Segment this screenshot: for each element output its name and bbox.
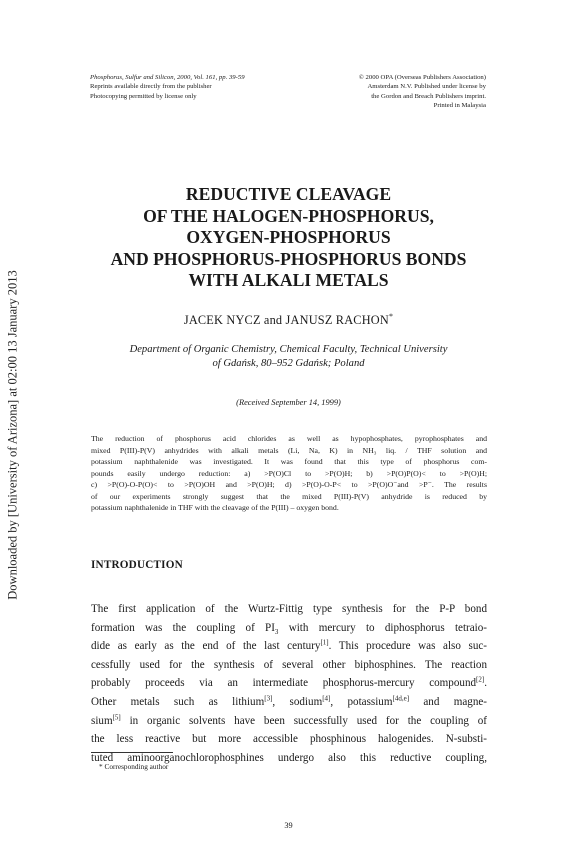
paper-title [60,184,517,292]
body-text-run: in organic solvents have been successfully used for the coupling of [120,714,487,727]
copyright-line: © 2000 OPA (Overseas Publishers Association) [358,74,486,81]
title-line: AND PHOSPHORUS-PHOSPHORUS BONDS [110,248,467,269]
citation-ref: [4] [322,694,331,703]
body-text-run: and magne- [409,695,488,708]
title-line: OF THE HALOGEN-PHOSPHORUS, [143,205,434,226]
footnote: * Corresponding author [99,762,169,771]
citation-ref: [2] [476,675,485,684]
affiliation-line: of Gdańsk, 80–952 Gdańsk; Poland [212,358,365,369]
body-text-run: with mercury to diphosphorus tetraio- [278,621,487,634]
citation-ref: [1] [320,638,329,647]
body-text-run: . [484,677,487,690]
title-line: OXYGEN-PHOSPHORUS [186,227,391,247]
received-date: (Received September 14, 1999) [236,398,341,407]
citation-line: Phosphorus, Sulfur and Silicon, 2000, Vol. 161, pp. 39-59 [90,74,245,81]
abstract-line: potassium naphthalenide in THF with the cleavage of the P(III) – oxygen bond. [91,503,339,512]
section-heading-introduction: INTRODUCTION [91,559,183,571]
body-line [91,600,487,619]
download-watermark-text: Downloaded by [University of Arizona] at 02:00 13 January 2013 [5,270,20,600]
citation-ref: [3] [264,694,273,703]
abstract-line: pounds easily undergo reduction: a) >P(O)Cl to >P(O)H; b) >P(O)P(O)< to >P(O)H; [91,468,487,478]
citation-ref: [5] [112,712,121,721]
abstract-line: potassium naphthalenide was investigated. It was found that this type of phosphorus com- [91,457,487,466]
license-line: Amsterdam N.V. Published under license by [367,83,486,91]
body-line [91,656,487,675]
body-text-run: , sodium [272,695,323,708]
body-text-run: The first application of the Wurtz-Fittig type synthesis for the P-P bond [91,603,487,615]
body-line [91,712,487,731]
citation-ref: [4d,e] [392,694,410,703]
body-text-run: sium [91,714,113,727]
body-text-run: probably proceeds via an intermediate phosphorus-mercury compound [91,677,477,690]
body-text-run: dide as early as the end of the last century [91,640,321,653]
corresponding-author-mark: * [388,312,394,321]
printed-line: Printed in Malaysia [433,102,486,110]
abstract-line: The reduction of phosphorus acid chlorides as well as hypophosphates, pyrophosphates and [91,434,487,443]
abstract [91,433,487,514]
photocopying-line: Photocopying permitted by license only [90,92,197,100]
body-line [91,637,487,656]
author-names: JACEK NYCZ and JANUSZ RACHON [183,313,389,328]
affiliation-line: Department of Organic Chemistry, Chemical Faculty, Technical University [129,344,448,355]
author-list [60,312,517,328]
body-text-run: Other metals such as lithium [91,695,265,708]
imprint-line: the Gordon and Breach Publishers imprint. [371,92,486,100]
body-line [91,730,487,749]
abstract-line: mixed P(III)-P(V) anhydrides with alkali metals (Li, Na, K) in NH₃ liq. / THF solution and [91,445,487,455]
body-line [91,674,487,693]
subscript: 3 [274,627,279,636]
body-line [91,619,487,638]
body-text-run: , potassium [330,695,393,708]
body-line [91,693,487,712]
download-watermark [4,240,22,630]
body-text-run: formation was the coupling of PI [91,621,275,634]
body-text-run: . This procedure was also suc- [328,640,487,653]
body-text-run: cessfully used for the synthesis of several other biphosphines. The reaction [91,658,487,671]
page-number: 39 [284,821,293,830]
introduction-body [91,600,487,767]
title-line: WITH ALKALI METALS [188,270,389,290]
abstract-line: c) >P(O)-O-P(O)< to >P(O)OH and >P(O)H; d) >P(O)-O-P< to >P(O)O⁻and >P⁻. The results [91,480,487,489]
body-text-run: the less reactive but more accessible phosphinous halogenides. N-substi- [91,733,487,746]
reprints-line: Reprints available directly from the publisher [90,83,212,91]
affiliation [60,343,517,371]
abstract-line: of our experiments strongly suggest that the mixed P(III)-P(V) anhydride is reduced by [91,491,487,501]
footnote-divider [91,752,173,753]
title-line: REDUCTIVE CLEAVAGE [185,184,392,204]
body-text-run: tuted aminoorganochlorophosphines undergo also this reductive coupling, [91,751,487,764]
copyright-header [266,73,486,111]
